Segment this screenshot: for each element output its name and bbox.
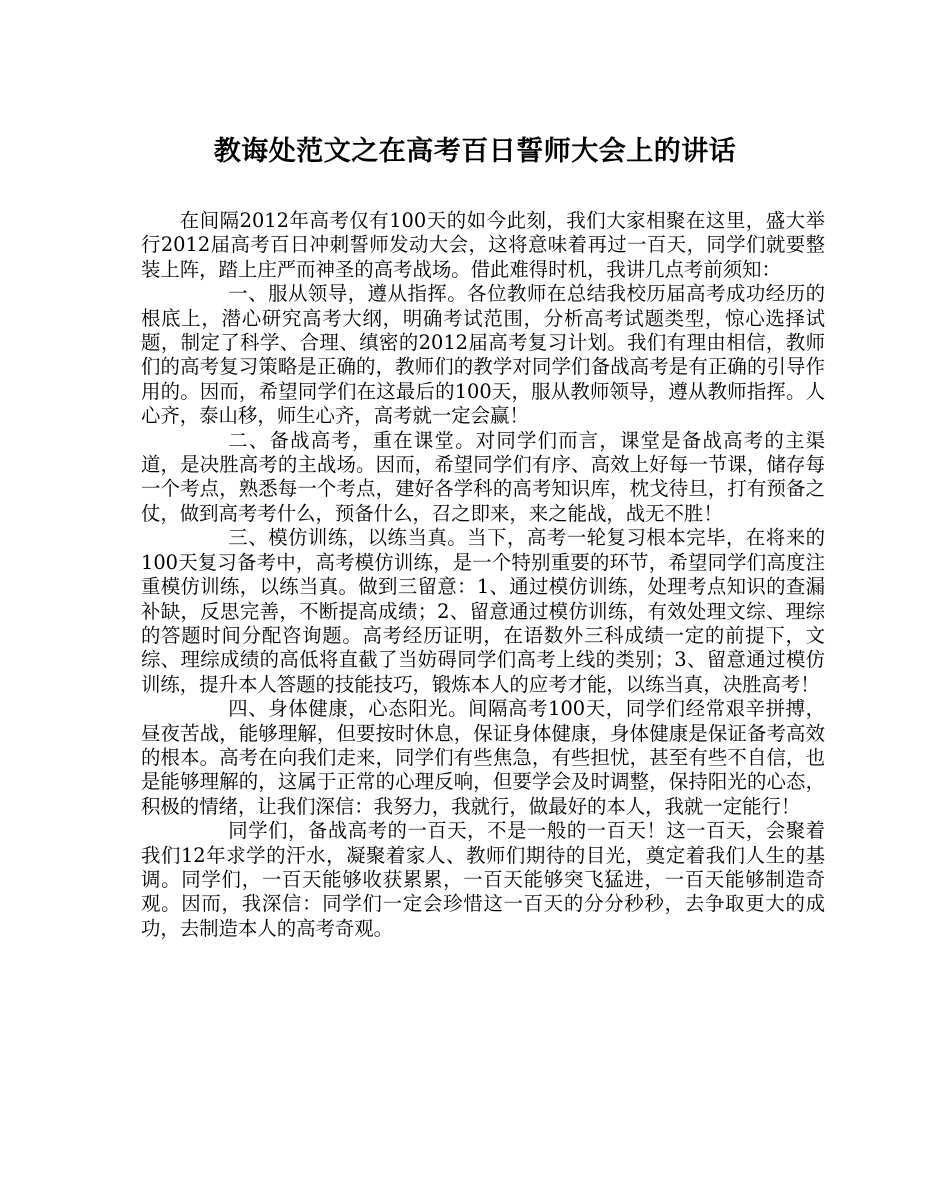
paragraph-intro: 在间隔2012年高考仅有100天的如今此刻，我们大家相聚在这里，盛大举行2012届高考百日冲刺誓师发动大会，这将意味着再过一百天，同学们就要整装上阵，踏上庄严而神圣的高考战场。借此难得时机，我讲几点考前须知： [141, 209, 825, 281]
paragraph-closing: 同学们，备战高考的一百天，不是一般的一百天！这一百天，会聚着我们12年求学的汗水，凝聚着家人、教师们期待的目光，奠定着我们人生的基调。同学们，一百天能够收获累累，一百天能够突飞猛进，一百天能够制造奇观。因而，我深信：同学们一定会珍惜这一百天的分分秒秒，去争取更大的成功，去制造本人的高考奇观。 [141, 819, 825, 940]
paragraph-point-4: 四、身体健康，心态阳光。间隔高考100天，同学们经常艰辛拼搏，昼夜苦战，能够理解，但要按时休息，保证身体健康，身体健康是保证备考高效的根本。高考在向我们走来，同学们有些焦急，有些担忧，甚至有些不自信，也是能够理解的，这属于正常的心理反响，但要学会及时调整，保持阳光的心态，积极的情绪，让我们深信：我努力，我就行，做最好的本人，我就一定能行！ [141, 697, 825, 818]
paragraph-point-1: 一、服从领导，遵从指挥。各位教师在总结我校历届高考成功经历的根底上，潜心研究高考大纲，明确考试范围，分析高考试题类型，惊心选择试题，制定了科学、合理、缜密的2012届高考复习计划。我们有理由相信，教师们的高考复习策略是正确的，教师们的教学对同学们备战高考是有正确的引导作用的。因而，希望同学们在这最后的100天，服从教师领导，遵从教师指挥。人心齐，泰山移，师生心齐，高考就一定会赢！ [141, 282, 825, 428]
paragraph-point-2: 二、备战高考，重在课堂。对同学们而言，课堂是备战高考的主渠道，是决胜高考的主战场。因而，希望同学们有序、高效上好每一节课，储存每一个考点，熟悉每一个考点，建好各学科的高考知识库，枕戈待旦，打有预备之仗，做到高考考什么，预备什么，召之即来，来之能战，战无不胜！ [141, 428, 825, 525]
paragraph-point-3: 三、模仿训练，以练当真。当下，高考一轮复习根本完毕，在将来的100天复习备考中，高考模仿训练，是一个特别重要的环节，希望同学们高度注重模仿训练，以练当真。做到三留意：1、通过模仿训练，处理考点知识的查漏补缺，反思完善，不断提高成绩；2、留意通过模仿训练，有效处理文综、理综的答题时间分配咨询题。高考经历证明，在语数外三科成绩一定的前提下，文综、理综成绩的高低将直截了当妨碍同学们高考上线的类别；3、留意通过模仿训练，提升本人答题的技能技巧，锻炼本人的应考才能，以练当真，决胜高考！ [141, 526, 825, 696]
document-title: 教诲处范文之在高考百日誓师大会上的讲话 [213, 136, 737, 167]
document-body [141, 209, 825, 941]
